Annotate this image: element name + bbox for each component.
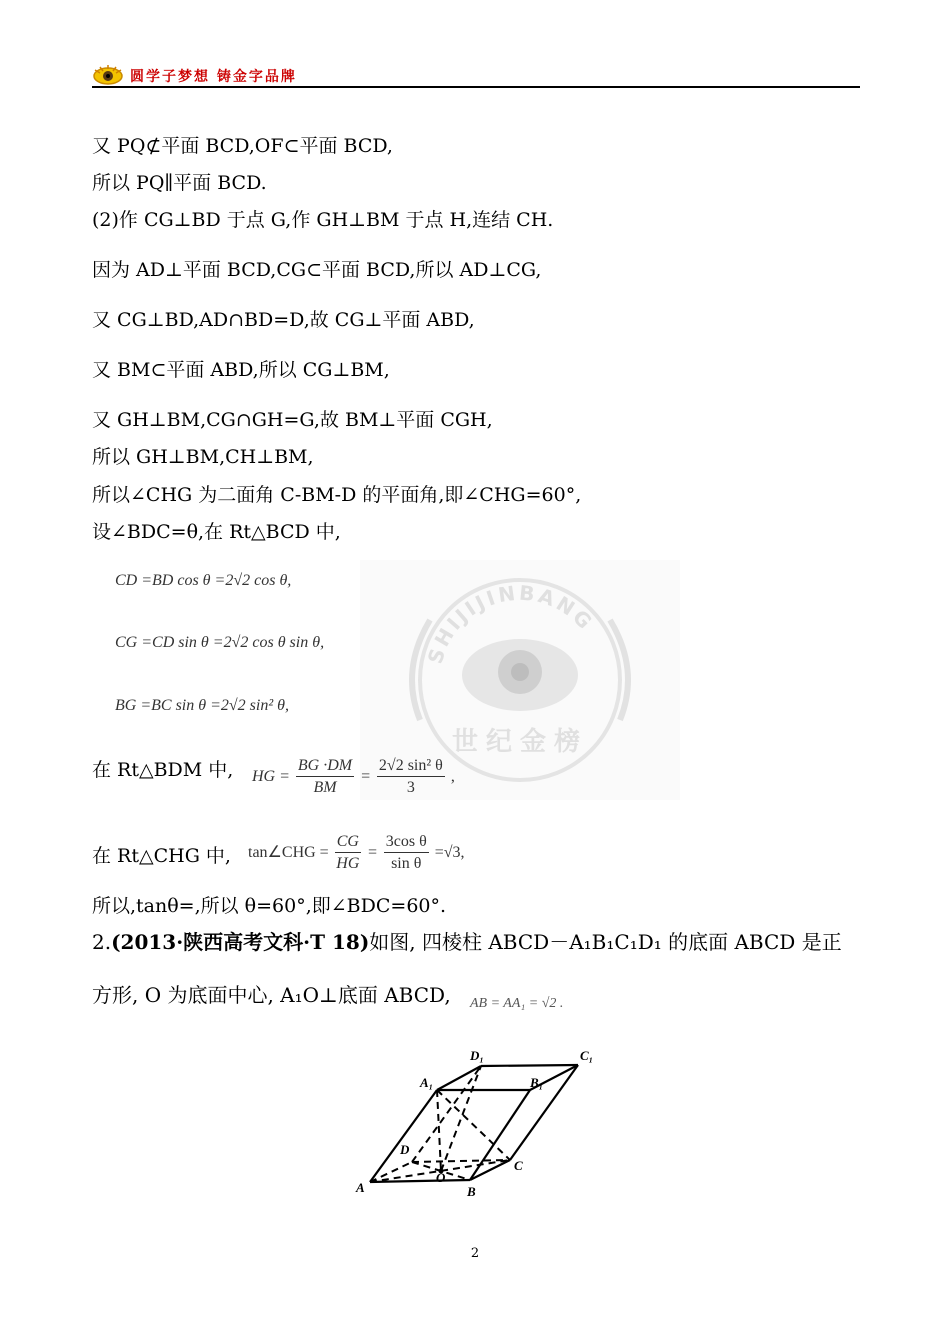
label-b1: B₁ xyxy=(530,1075,544,1090)
prism-figure xyxy=(340,1040,610,1210)
text-line-7: 又 GH⊥BM,CG∩GH=G,故 BM⊥平面 CGH, xyxy=(92,409,493,431)
equation-tan-chg: tan∠CHG = $\frac{CG}{HG}$ = $\frac{\text{3cos θ}}{\text{sin θ}}$ =√3, xyxy=(248,833,465,872)
equation-hg: HG = $\frac{BG \cdot DM}{BM}$ = $\frac{\text{2√2 sin² θ}}{3}$ , xyxy=(252,757,455,796)
text-line-8: 所以 GH⊥BM,CH⊥BM, xyxy=(92,446,314,468)
header-rule xyxy=(92,86,860,88)
eye-logo-icon xyxy=(92,64,124,86)
label-c1: C₁ xyxy=(580,1048,594,1063)
label-a: A xyxy=(356,1180,365,1195)
page-number: 2 xyxy=(470,1246,480,1261)
problem-condition: AB = AA₁ = √2 . xyxy=(470,996,564,1011)
header-slogan: 圆学子梦想 铸金字品牌 xyxy=(130,69,297,85)
text-line-11: 在 Rt△BDM 中, xyxy=(92,759,234,781)
text-line-9: 所以∠CHG 为二面角 C-BM-D 的平面角,即∠CHG=60°, xyxy=(92,484,582,506)
text-line-3: (2)作 CG⊥BD 于点 G,作 GH⊥BM 于点 H,连结 CH. xyxy=(92,209,554,231)
problem-2-line-1: 2.(2013·陕西高考文科·T 18)如图, 四棱柱 ABCD－A₁B₁C₁D₁ 的底面 ABCD 是正 xyxy=(92,930,842,954)
text-line-12: 在 Rt△CHG 中, xyxy=(92,845,231,867)
text-line-10: 设∠BDC=θ,在 Rt△BCD 中, xyxy=(92,521,341,543)
equation-cd: CD =BD cos θ =2√2 cos θ, xyxy=(115,572,292,589)
watermark-arc-text: SHIJIJINBANG xyxy=(422,580,599,667)
label-d: D xyxy=(400,1142,410,1157)
text-line-5: 又 CG⊥BD,AD∩BD=D,故 CG⊥平面 ABD, xyxy=(92,309,475,331)
text-line-2: 所以 PQ∥平面 BCD. xyxy=(92,172,267,194)
text-line-4: 因为 AD⊥平面 BCD,CG⊂平面 BCD,所以 AD⊥CG, xyxy=(92,259,542,281)
label-a1: A₁ xyxy=(420,1075,434,1090)
problem-source: (2013·陕西高考文科·T 18) xyxy=(111,930,370,954)
text-line-6: 又 BM⊂平面 ABD,所以 CG⊥BM, xyxy=(92,359,390,381)
watermark-chinese: 世纪金榜 xyxy=(451,727,589,757)
label-c: C xyxy=(514,1158,523,1173)
equation-bg: BG =BC sin θ =2√2 sin² θ, xyxy=(115,697,290,714)
equation-cg: CG =CD sin θ =2√2 cos θ sin θ, xyxy=(115,634,325,651)
page-header xyxy=(92,62,860,88)
label-b: B xyxy=(467,1184,476,1199)
label-o: O xyxy=(436,1170,446,1185)
text-line-1: 又 PQ⊄平面 BCD,OF⊂平面 BCD, xyxy=(92,135,393,157)
text-line-13: 所以,tanθ=,所以 θ=60°,即∠BDC=60°. xyxy=(92,895,447,917)
label-d1: D₁ xyxy=(470,1048,484,1063)
problem-2-line-2: 方形, O 为底面中心, A₁O⊥底面 ABCD, xyxy=(92,983,451,1007)
